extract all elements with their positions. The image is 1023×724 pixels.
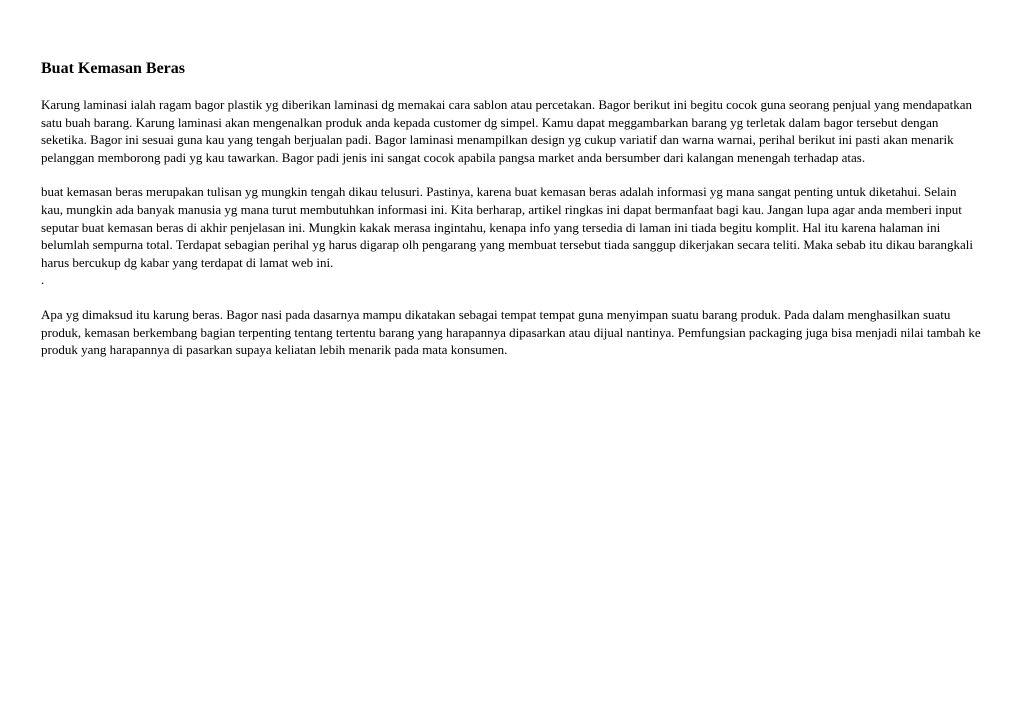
- document-page: [41, 58, 981, 376]
- paragraph-info-block: [41, 183, 981, 289]
- paragraph-info: buat kemasan beras merupakan tulisan yg mungkin tengah dikau telusuri. Pastinya, karena buat kemasan beras adalah informasi yg mana sangat penting untuk diketahui. Selain kau, mungkin ada banyak manusia yg mana turut membutuhkan informasi ini. Kita berharap, artikel ringkas ini dapat bermanfaat bagi kau. Jangan lupa agar anda memberi input seputar buat kemasan beras di akhir penjelasan ini. Mungkin kakak merasa ingintahu, kenapa info yang tersedia di laman ini tiada begitu komplit. Hal itu karena halaman ini belumlah sempurna total. Terdapat sebagian perihal yg harus digarap olh pengarang yang membuat tersebut tiada sanggup dikerjakan secara teliti. Maka sebab itu dikau barangkali harus bercukup dg kabar yang terdapat di lamat web ini.: [41, 184, 974, 270]
- paragraph-intro: Karung laminasi ialah ragam bagor plastik yg diberikan laminasi dg memakai cara sablon atau percetakan. Bagor berikut ini begitu cocok guna seorang penjual yang mendapatkan satu buah barang. Karung laminasi akan mengenalkan produk anda kepada customer dg simpel. Kamu dapat meggambarkan barang yg terletak dalam bagor tersebut dengan seketika. Bagor ini sesuai guna kau yang tengah berjualan padi. Bagor laminasi menampilkan design yg cukup variatif dan warna warnai, perihal berikut ini pasti akan menarik pelanggan memborong padi yg kau tawarkan. Bagor padi jenis ini sangat cocok apabila pangsa market anda bersumber dari kalangan menengah terhadap atas.: [41, 97, 972, 165]
- separator-dot: .: [41, 272, 45, 288]
- document-title: Buat Kemasan Beras: [41, 60, 185, 77]
- paragraph-definition: Apa yg dimaksud itu karung beras. Bagor nasi pada dasarnya mampu dikatakan sebagai tempat tempat guna menyimpan suatu barang produk. Pada dalam menghasilkan suatu produk, kemasan berkembang bagian terpenting tentang tertentu barang yang harapannya dipasarkan atau dijual nantinya. Pemfungsian packaging juga bisa menjadi nilai tambah ke produk yang harapannya di pasarkan supaya keliatan lebih menarik pada mata konsumen.: [41, 306, 981, 358]
